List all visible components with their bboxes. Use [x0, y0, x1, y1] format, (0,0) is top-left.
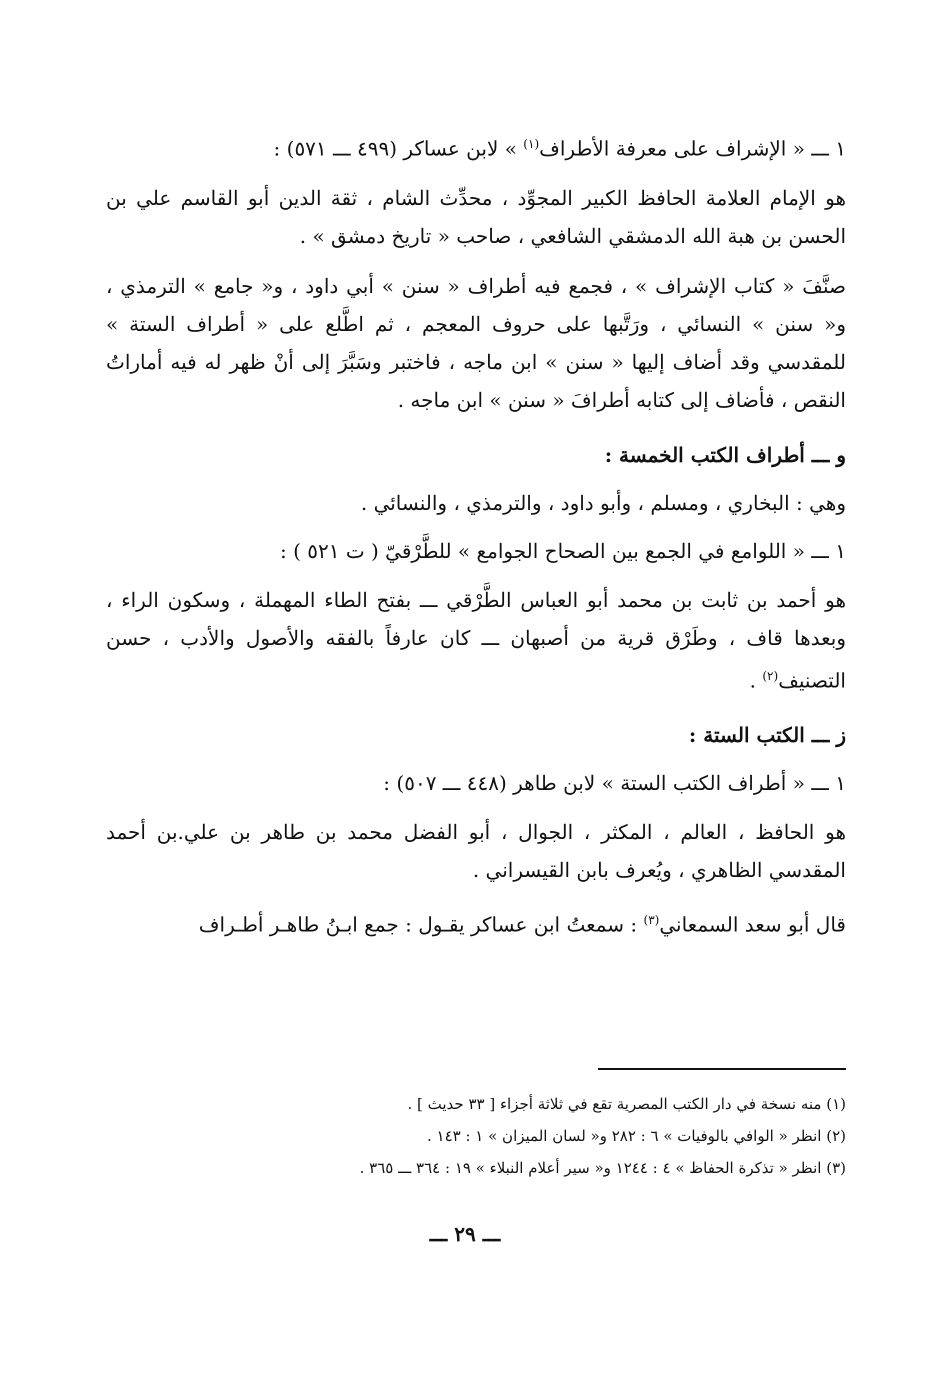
- paragraph-tarqi-bio: [106, 581, 846, 700]
- paragraph-samani-quote: [106, 901, 846, 944]
- page-body: [106, 126, 846, 944]
- item3-heading: ١ ـــ « أطراف الكتب الستة » لابن طاهر (٤٤٨ ـــ ٥٠٧) :: [383, 771, 846, 796]
- item2-heading: ١ ـــ « اللوامع في الجمع بين الصحاح الجوامع » للطَّرْقيّ ( ت ٥٢١ ) :: [279, 538, 846, 563]
- item1-heading-text: ١ ـــ « الإشراف على معرفة الأطراف: [539, 136, 846, 161]
- footnote-1: (١) منه نسخة في دار الكتب المصرية تقع في ثلاثة أجزاء [ ٣٣ حديث ] .: [407, 1095, 846, 1113]
- samani-quote-rest: : سمعتُ ابن عساكر يقـول : جمع ابـنُ طاهـر أطـراف: [198, 912, 644, 937]
- paragraph-ibn-tahir-bio: هو الحافظ ، العالم ، المكثر ، الجوال ، أبو الفضل محمد بن طاهر بن علي.بن أحمد المقدسي الظاهري ، ويُعرف بابن القيسراني .: [106, 820, 846, 883]
- five-books-list: وهي : البخاري ، ومسلم ، وأبو داود ، والترمذي ، والنسائي .: [360, 490, 846, 515]
- paragraph-kitab-al-ishraf: صنَّفَ « كتاب الإشراف » ، فجمع فيه أطراف « سنن » أبي داود ، و« جامع » الترمذي ، و« سنن » النسائي ، ورَتَّبها على حروف المعجم ، ثم اطَّلع على « أطراف الستة » للمقدسي وقد أضاف إليها « سنن » ابن ماجه ، فاختبر وسَبَّرَ إلى أنْ ظهر له فيه أماراتُ النقص ، فأضاف إلى كتابه أطرافَ « سنن » ابن ماجه .: [106, 273, 846, 412]
- footnote-ref-3: (٣): [643, 913, 660, 928]
- tarqi-bio-end: .: [749, 668, 763, 693]
- footnote-2: (٢) انظر « الوافي بالوفيات » ٦ : ٢٨٢ و« لسان الميزان » ١ : ١٤٣ .: [426, 1127, 846, 1145]
- item1-heading-tail: » لابن عساكر (٤٩٩ ـــ ٥٧١) :: [273, 136, 524, 161]
- section-heading-six-books: ز ـــ الكتب الستة :: [688, 723, 846, 748]
- section-heading-five-books: و ـــ أطراف الكتب الخمسة :: [604, 442, 846, 467]
- item1-heading: [106, 126, 846, 167]
- paragraph-ibn-asakir-bio: هو الإمام العلامة الحافظ الكبير المجوِّد ، محدِّث الشام ، ثقة الدين أبو القاسم علي بن الحسن بن هبة الله الدمشقي الشافعي ، صاحب « تاريخ دمشق » .: [106, 185, 846, 248]
- samani-quote-start: قال أبو سعد السمعاني: [659, 912, 846, 937]
- footnote-separator: [598, 1068, 846, 1070]
- footnotes: [106, 1088, 846, 1184]
- page-number: ـــ ٢٩ ـــ: [429, 1222, 501, 1246]
- footnote-ref-1: (١): [523, 137, 540, 151]
- tarqi-bio-text: هو أحمد بن ثابت بن محمد أبو العباس الطَّرْقي ـــ بفتح الطاء المهملة ، وسكون الراء ، وبعدها قاف ، وطَرْق قرية من أصبهان ـــ كان عارفاً بالفقه والأصول والأدب ، حسن التصنيف: [106, 587, 846, 693]
- footnote-3: (٣) انظر « تذكرة الحفاظ » ٤ : ١٢٤٤ و« سير أعلام النبلاء » ١٩ : ٣٦٤ ـــ ٣٦٥ .: [359, 1159, 846, 1177]
- footnote-ref-2: (٢): [762, 668, 779, 683]
